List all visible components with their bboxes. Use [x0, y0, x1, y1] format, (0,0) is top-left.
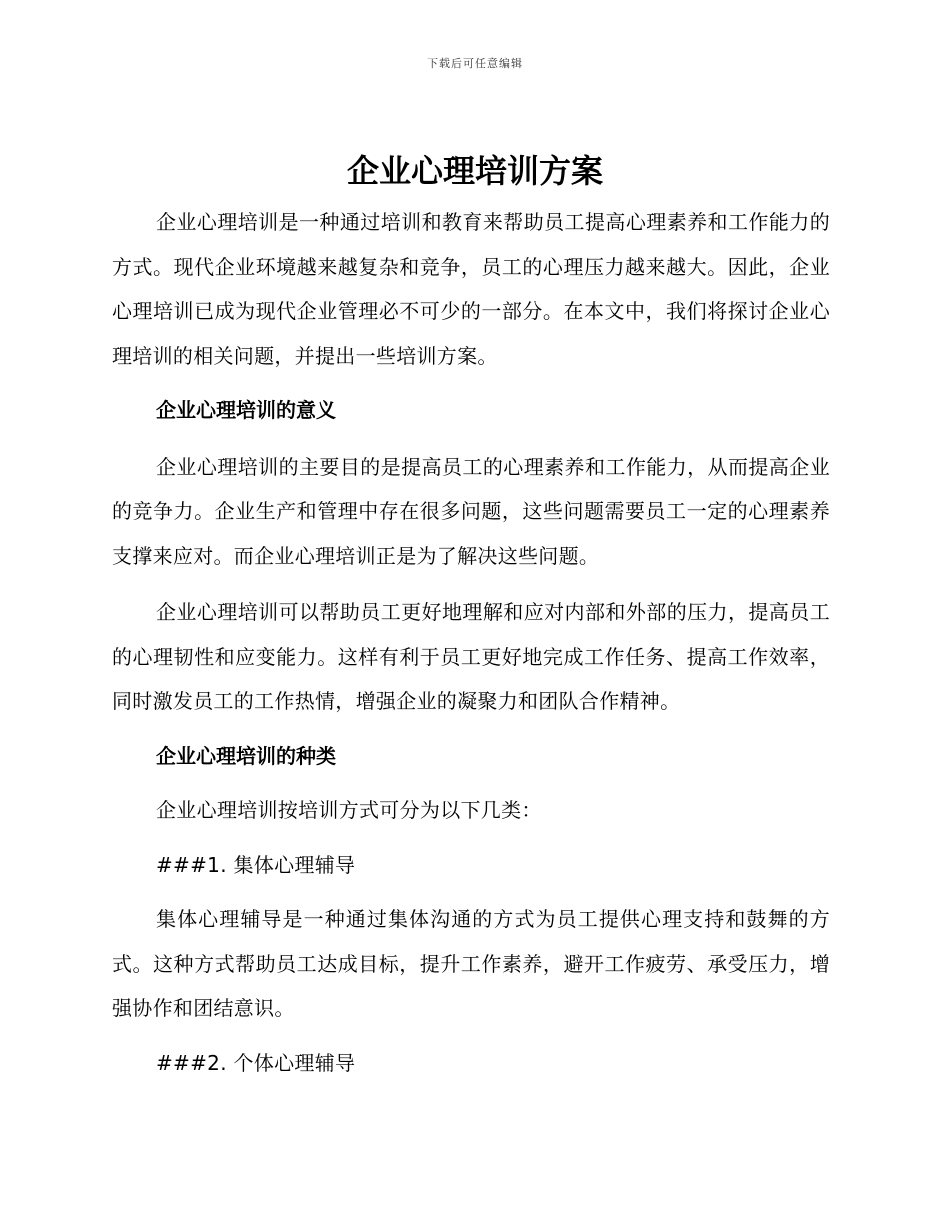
document-body: [112, 200, 830, 1085]
subheading-group-counseling: ###1. 集体心理辅导: [156, 852, 356, 877]
significance-paragraph-1: 企业心理培训的主要目的是提高员工的心理素养和工作能力，从而提高企业的竞争力。企业生产和管理中存在很多问题，这些问题需要员工一定的心理素养支撑来应对。而企业心理培训正是为了解决这些问题。: [112, 454, 830, 568]
significance-paragraph-2: 企业心理培训可以帮助员工更好地理解和应对内部和外部的压力，提高员工的心理韧性和应变能力。这样有利于员工更好地完成工作任务、提高工作效率，同时激发员工的工作热情，增强企业的凝聚力和团队合作精神。: [112, 600, 830, 713]
section-heading-significance: 企业心理培训的意义: [156, 398, 336, 422]
types-intro-paragraph: 企业心理培训按培训方式可分为以下几类：: [156, 798, 542, 822]
document-title: 企业心理培训方案: [346, 152, 603, 190]
header-note: 下载后可任意编辑: [427, 57, 523, 70]
section-heading-types: 企业心理培训的种类: [156, 743, 336, 768]
subheading-individual-counseling: ###2. 个体心理辅导: [156, 1050, 356, 1075]
intro-paragraph: 企业心理培训是一种通过培训和教育来帮助员工提高心理素养和工作能力的方式。现代企业环境越来越复杂和竞争，员工的心理压力越来越大。因此，企业心理培训已成为现代企业管理必不可少的一部分。在本文中，我们将探讨企业心理培训的相关问题，并提出一些培训方案。: [112, 210, 830, 368]
group-counseling-paragraph: 集体心理辅导是一种通过集体沟通的方式为员工提供心理支持和鼓舞的方式。这种方式帮助员工达成目标，提升工作素养，避开工作疲劳、承受压力，增强协作和团结意识。: [112, 907, 830, 1020]
